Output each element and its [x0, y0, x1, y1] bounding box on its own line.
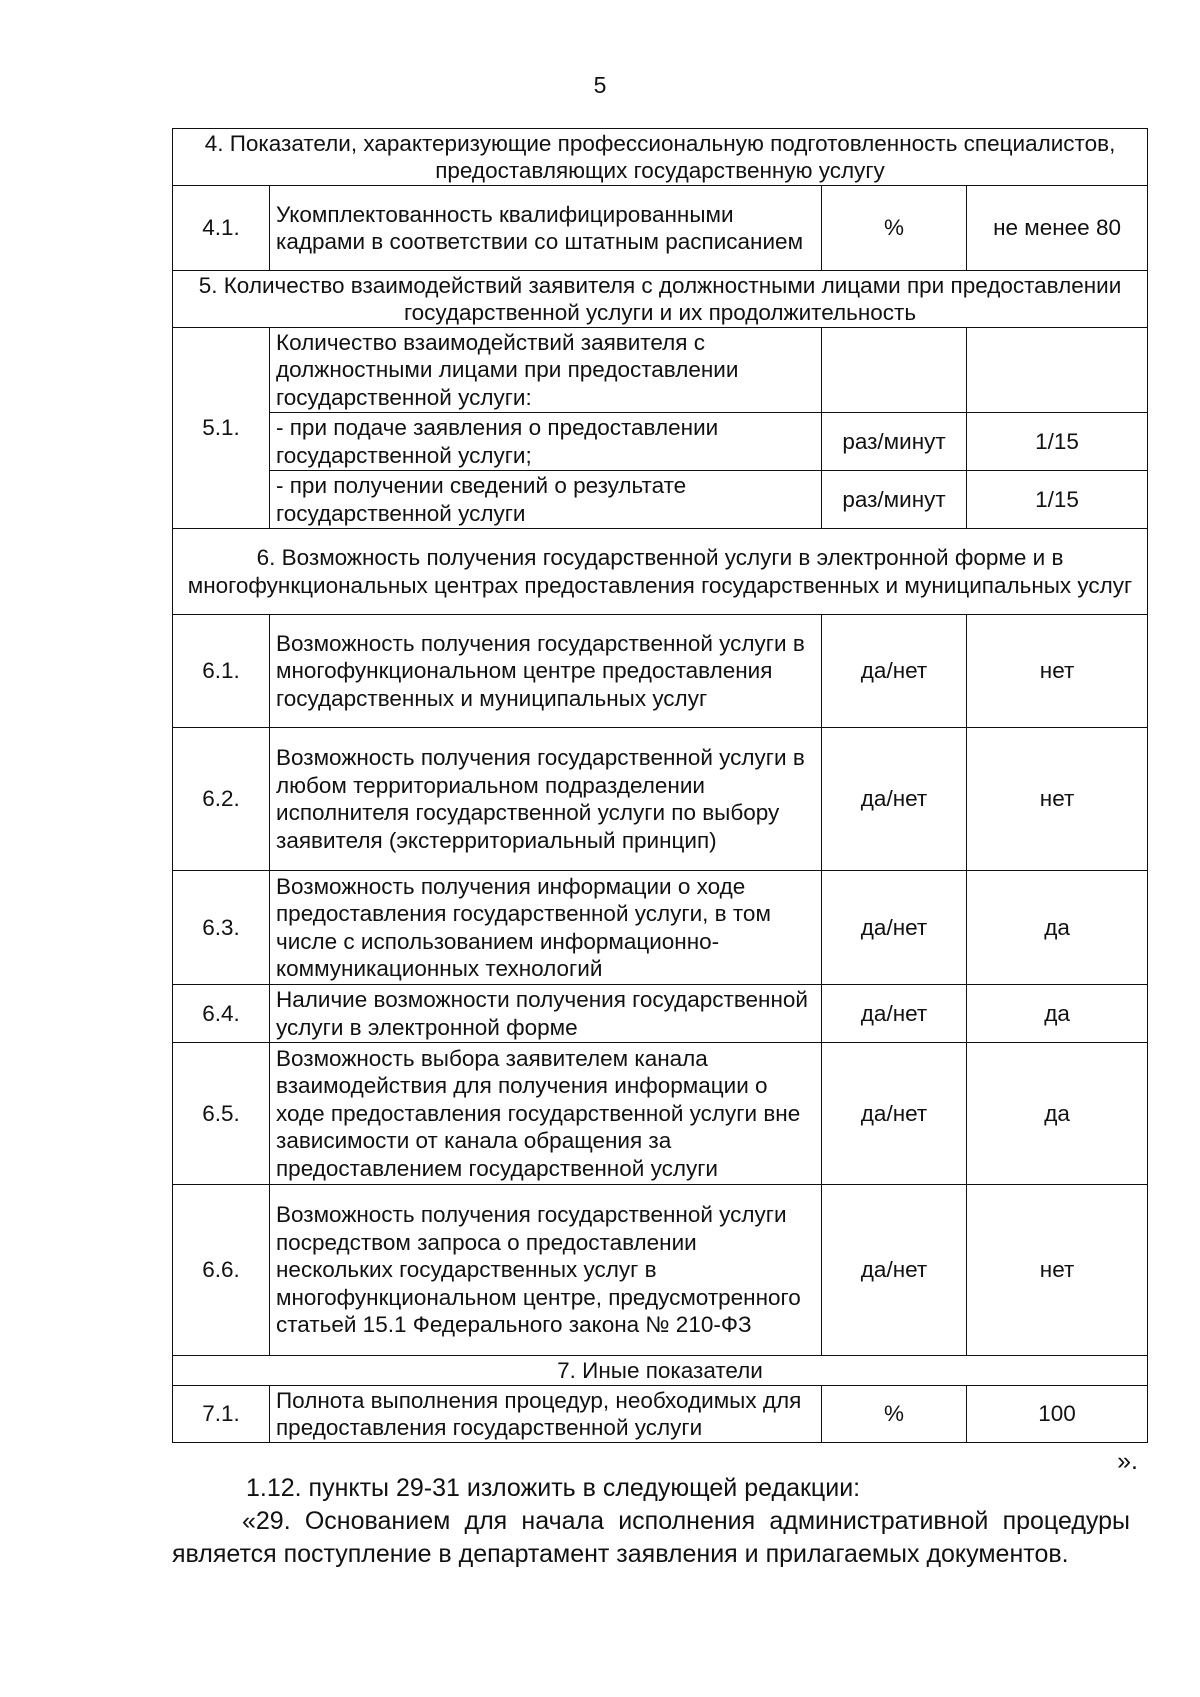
item-number: 6.2. — [173, 728, 270, 871]
indicators-table — [172, 128, 1148, 1443]
item-number: 5.1. — [173, 328, 270, 529]
item-number: 6.5. — [173, 1043, 270, 1185]
item-text: Возможность получения государственной услуги в любом территориальном подразделении исполнителя государственной услуги по выбору заявителя (экстерриториальный принцип) — [270, 728, 822, 871]
table-row — [173, 1386, 1148, 1443]
table-row — [173, 985, 1148, 1043]
item-text: Полнота выполнения процедур, необходимых для предоставления государственной услуги — [270, 1386, 822, 1443]
item-unit — [822, 328, 967, 413]
item-text: Наличие возможности получения государственной услуги в электронной форме — [270, 985, 822, 1043]
section-heading: 6. Возможность получения государственной услуги в электронной форме и в многофункциональных центрах предоставления государственных и муниципальных услуг — [173, 529, 1148, 615]
table-row — [173, 728, 1148, 871]
item-value: 1/15 — [967, 471, 1148, 529]
item-number: 6.1. — [173, 615, 270, 728]
item-unit: да/нет — [822, 985, 967, 1043]
item-value: 100 — [967, 1386, 1148, 1443]
section-row — [173, 129, 1148, 186]
clause-paragraph: «29. Основанием для начала исполнения административной процедуры является поступление в департамент заявления и прилагаемых документов. — [172, 1507, 1130, 1568]
section-heading: 4. Показатели, характеризующие профессиональную подготовленность специалистов, предоставляющих государственную услугу — [173, 129, 1148, 186]
item-value — [967, 328, 1148, 413]
table-row — [173, 413, 1148, 471]
section-row — [173, 529, 1148, 615]
table-row — [173, 615, 1148, 728]
item-unit: да/нет — [822, 1185, 967, 1356]
table-row — [173, 471, 1148, 529]
item-unit: раз/минут — [822, 413, 967, 471]
item-value: нет — [967, 615, 1148, 728]
table-row — [173, 871, 1148, 985]
item-unit: да/нет — [822, 1043, 967, 1185]
table-row — [173, 1043, 1148, 1185]
item-value: 1/15 — [967, 413, 1148, 471]
section-heading: 5. Количество взаимодействий заявителя с должностными лицами при предоставлении государственной услуги и их продолжительность — [173, 271, 1148, 328]
item-unit: да/нет — [822, 728, 967, 871]
item-text: Возможность получения государственной услуги в многофункциональном центре предоставления государственных и муниципальных услуг — [270, 615, 822, 728]
item-number: 6.4. — [173, 985, 270, 1043]
section-heading: 7. Иные показатели — [173, 1356, 1148, 1386]
amendment-paragraph: 1.12. пункты 29-31 изложить в следующей редакции: — [246, 1474, 861, 1502]
item-text: Возможность получения информации о ходе предоставления государственной услуги, в том числе с использованием информационно-коммуникационных технологий — [270, 871, 822, 985]
item-subtext: - при получении сведений о результате государственной услуги — [270, 471, 822, 529]
item-number: 6.3. — [173, 871, 270, 985]
item-text: Количество взаимодействий заявителя с должностными лицами при предоставлении государственной услуги: — [270, 328, 822, 413]
item-value: не менее 80 — [967, 186, 1148, 271]
item-unit: раз/минут — [822, 471, 967, 529]
item-unit: % — [822, 1386, 967, 1443]
table-row — [173, 186, 1148, 271]
item-value: да — [967, 985, 1148, 1043]
table-row — [173, 328, 1148, 413]
item-number: 7.1. — [173, 1386, 270, 1443]
item-value: нет — [967, 728, 1148, 871]
item-unit: да/нет — [822, 871, 967, 985]
section-row — [173, 271, 1148, 328]
item-unit: да/нет — [822, 615, 967, 728]
item-text: Возможность получения государственной услуги посредством запроса о предоставлении нескольких государственных услуг в многофункциональном центре, предусмотренного статьей 15.1 Федерального закона № 210-ФЗ — [270, 1185, 822, 1356]
page-number: 5 — [593, 72, 607, 98]
item-text: Возможность выбора заявителем канала взаимодействия для получения информации о ходе предоставления государственной услуги вне зависимости от канала обращения за предоставлением государственной услуги — [270, 1043, 822, 1185]
closing-quote: ». — [1117, 1447, 1138, 1475]
item-number: 6.6. — [173, 1185, 270, 1356]
item-text: Укомплектованность квалифицированными кадрами в соответствии со штатным расписанием — [270, 186, 822, 271]
item-value: да — [967, 871, 1148, 985]
table-row — [173, 1185, 1148, 1356]
item-subtext: - при подаче заявления о предоставлении государственной услуги; — [270, 413, 822, 471]
item-number: 4.1. — [173, 186, 270, 271]
item-unit: % — [822, 186, 967, 271]
item-value: нет — [967, 1185, 1148, 1356]
section-row — [173, 1356, 1148, 1386]
item-value: да — [967, 1043, 1148, 1185]
